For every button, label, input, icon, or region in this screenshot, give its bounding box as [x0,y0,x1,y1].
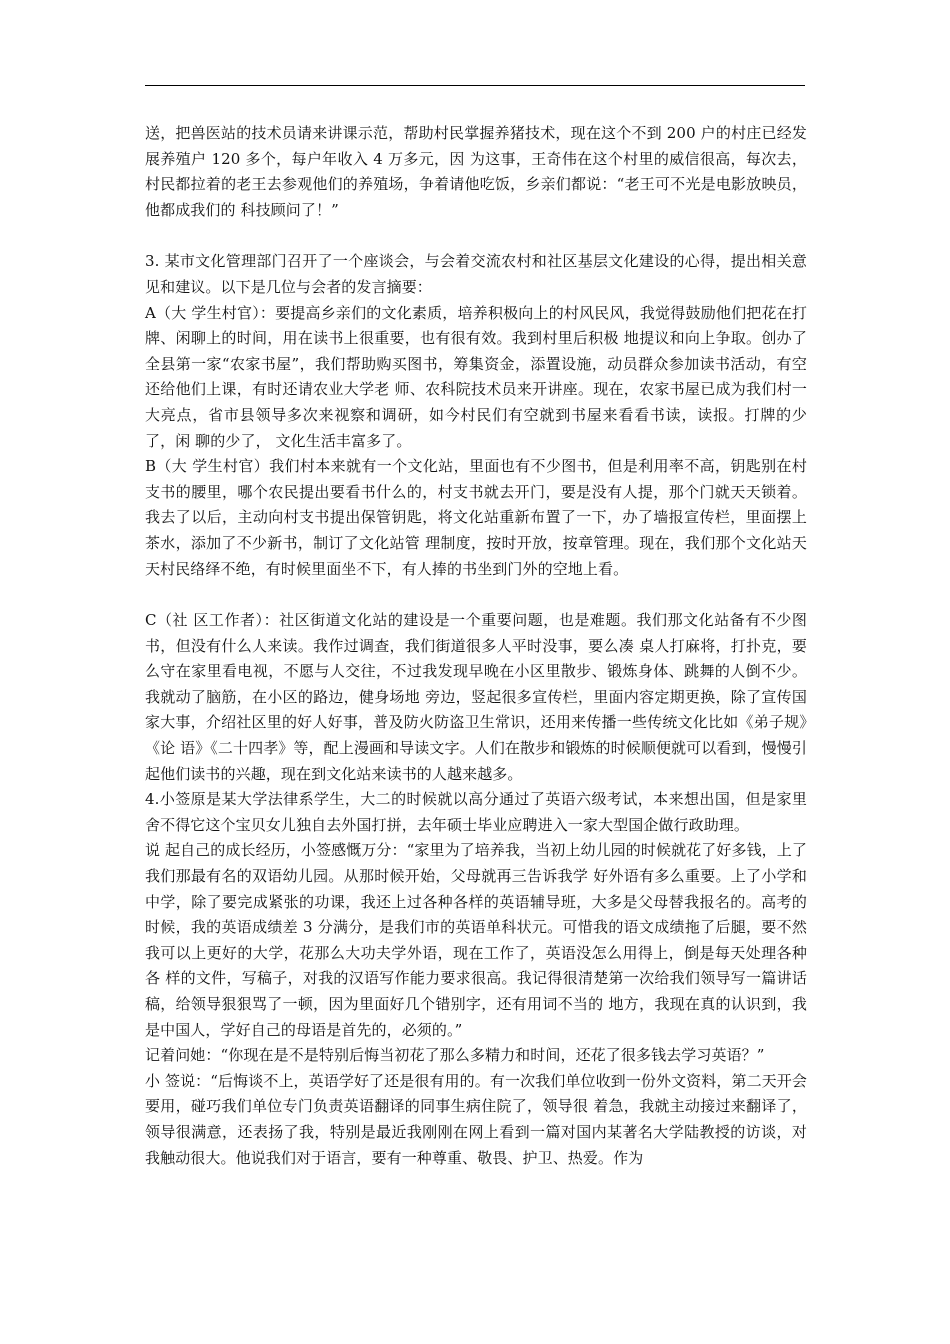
answer-paragraph: 小 签说：“后悔谈不上，英语学好了还是很有用的。有一次我们单位收到一份外文资料，第二天开会要用，碰巧我们单位专门负责英语翻译的同事生病住院了，领导很 着急，我就主动接过来翻译了，领导很满意，还表扬了我，特别是最近我刚刚在网上看到一篇对国内某著名大学陆教授的访谈，对我触动很大。他说我们对于语言，要有一种尊重、敬畏、护卫、热爱。作为 [145,1071,807,1167]
story-paragraph: 说 起自己的成长经历，小签感慨万分：“家里为了培养我，当初上幼儿园的时候就花了好多钱，上了我们那最有名的双语幼儿园。从那时候开始，父母就再三告诉我学 好外语有多么重要。上了小学和中学，除了要完成紧张的功课，我还上过各种各样的英语辅导班，大多是父母替我报名的。高考的时候，我的英语成绩差 3 分满分，是我们市的英语单科状元。可惜我的语文成绩拖了后腿，要不然我可以上更好的大学，花那么大功夫学外语，现在工作了，英语没怎么用得上，倒是每天处理各种各 样的文件，写稿子，对我的汉语写作能力要求很高。我记得很清楚第一次给我们领导写一篇讲话稿，给领导狠狠骂了一顿，因为里面好几个错别字，还有用词不当的 地方，我现在真的认识到，我是中国人，学好自己的母语是首先的，必须的。” [145,841,807,1039]
paragraph-continuation: 送，把兽医站的技术员请来讲课示范，帮助村民掌握养猪技术，现在这个不到 200 户的村庄已经发展养殖户 120 多个，每户年收入 4 万多元，因 为这事，王奇伟在这个村里的威信很高，每次去，村民都拉着的老王去参观他们的养殖场，争着请他吃饭，乡亲们都说：“老王可不光是电影放映员， 他都成我们的 科技顾问了！” [145,124,807,219]
header-rule [145,85,805,86]
question-3-intro: 3. 某市文化管理部门召开了一个座谈会，与会着交流农村和社区基层文化建设的心得，提出相关意见和建议。以下是几位与会者的发言摘要： [145,252,807,296]
question-4-intro: 4.小签原是某大学法律系学生，大二的时候就以高分通过了英语六级考试，本来想出国，但是家里舍不得它这个宝贝女儿独自去外国打拼，去年硕士毕业应聘进入一家大型国企做行政助理。 [145,790,807,834]
paragraph-gap [145,223,807,249]
paragraph-gap [145,582,807,608]
speaker-c-paragraph: C（社 区工作者）：社区街道文化站的建设是一个重要问题，也是难题。我们那文化站备有不少图书，但没有什么人来读。我作过调查，我们街道很多人平时没事，要么凑 桌人打麻将，打扑克，要么守在家里看电视，不愿与人交往，不过我发现早晚在小区里散步、锻炼身体、跳舞的人倒不少。我就动了脑筋，在小区的路边，健身场地 旁边，竖起很多宣传栏，里面内容定期更换，除了宣传国家大事，介绍社区里的好人好事，普及防火防盗卫生常识，还用来传播一些传统文化比如《弟子规》《论 语》《二十四孝》等，配上漫画和导读文字。人们在散步和锻炼的时候顺便就可以看到，慢慢引起他们读书的兴趣，现在到文化站来读书的人越来越多。 [145,611,807,783]
speaker-a-paragraph: A（大 学生村官）：要提高乡亲们的文化素质，培养积极向上的村风民风，我觉得鼓励他们把花在打牌、闲聊上的时间，用在读书上很重要，也有很有效。我到村里后积极 地提议和向上争取。创办了全县第一家“农家书屋”，我们帮助购买图书，筹集资金，添置设施，动员群众参加读书活动，有空还给他们上课，有时还请农业大学老 师、农科院技术员来开讲座。现在，农家书屋已成为我们村一大亮点，省市县领导多次来视察和调研，如今村民们有空就到书屋来看看书读，读报。打牌的少了，闲 聊的少了， 文化生活丰富多了。 [145,303,807,450]
reporter-question: 记着问她：“你现在是不是特别后悔当初花了那么多精力和时间，还花了很多钱去学习英语？” [145,1046,765,1065]
speaker-b-paragraph: B（大 学生村官）我们村本来就有一个文化站，里面也有不少图书，但是利用率不高，钥匙别在村支书的腰里，哪个农民提出要看书什么的，村支书就去开门，要是没有人提，那个门就天天锁着。我去了以后，主动向村支书提出保管钥匙，将文化站重新布置了一下，办了墙报宣传栏，里面摆上茶水，添加了不少新书，制订了文化站管 理制度，按时开放，按章管理。现在，我们那个文化站天天村民络绎不绝，有时候里面坐不下，有人捧的书坐到门外的空地上看。 [145,457,807,578]
document-body [145,121,807,1171]
